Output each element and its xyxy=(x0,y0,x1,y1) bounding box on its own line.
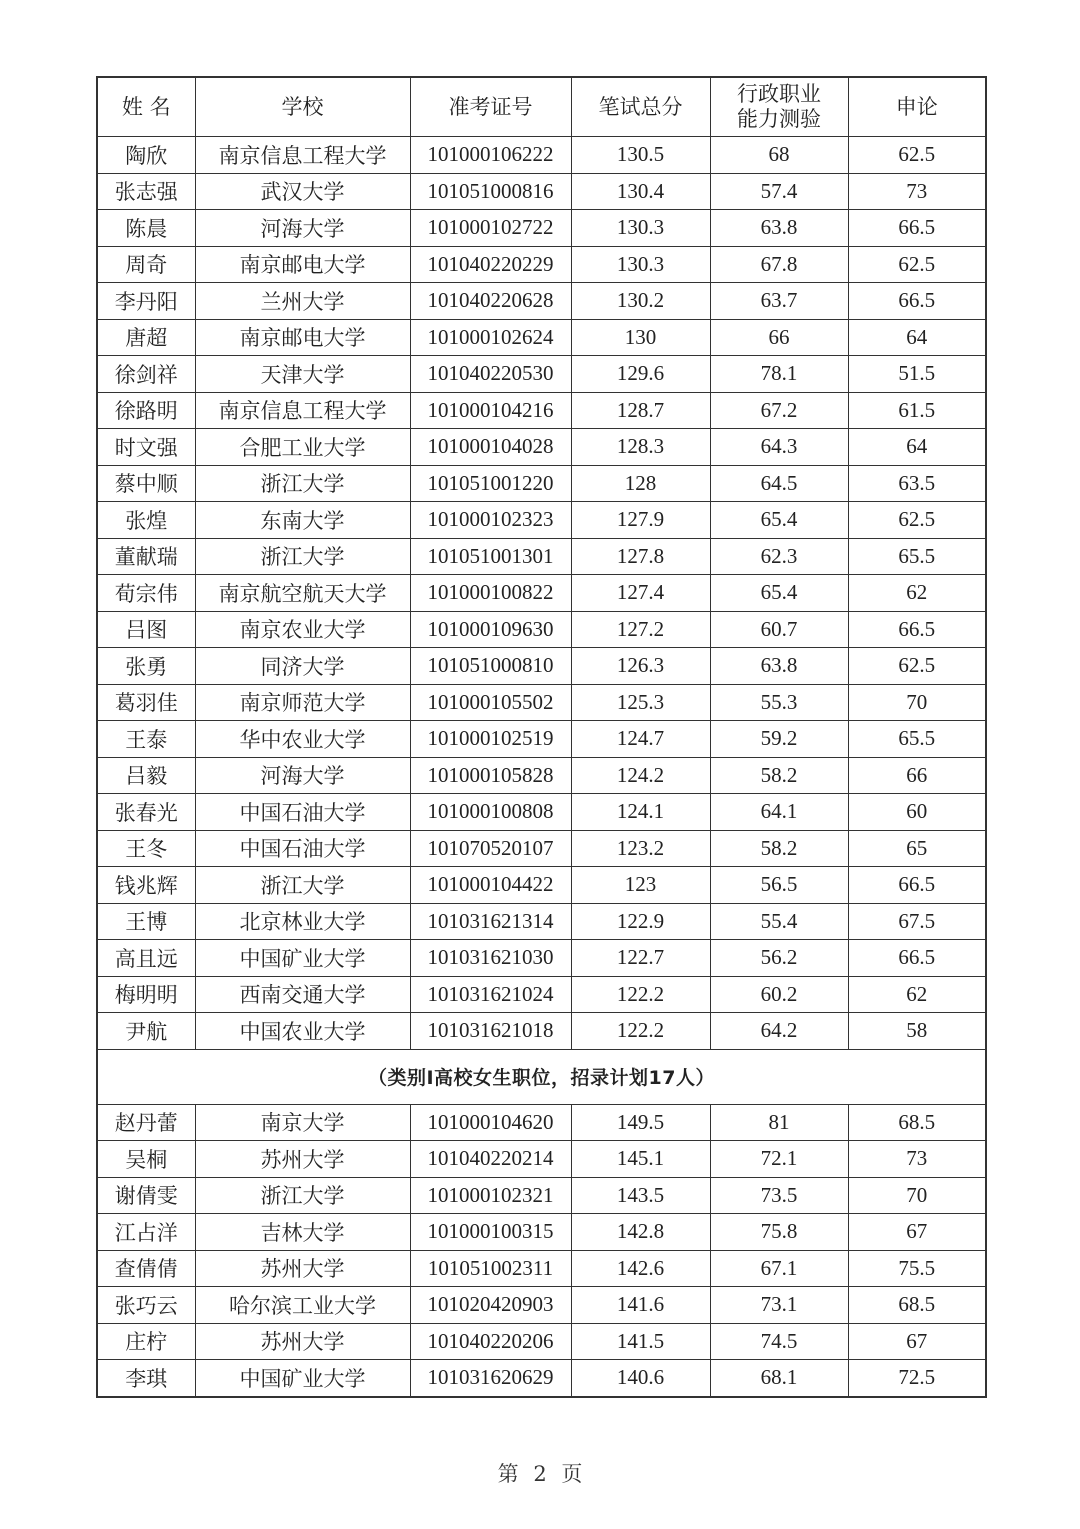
cell-name: 张巧云 xyxy=(97,1287,195,1324)
cell-written-total: 127.4 xyxy=(571,575,710,612)
table-row xyxy=(97,940,986,977)
cell-school: 南京大学 xyxy=(195,1104,410,1141)
cell-written-total: 142.6 xyxy=(571,1250,710,1287)
cell-written-total: 127.8 xyxy=(571,538,710,575)
table-row xyxy=(97,976,986,1013)
cell-admin-aptitude: 60.7 xyxy=(710,611,848,648)
cell-school: 中国石油大学 xyxy=(195,794,410,831)
cell-name: 葛羽佳 xyxy=(97,684,195,721)
cell-written-total: 130.3 xyxy=(571,246,710,283)
cell-essay: 70 xyxy=(848,684,986,721)
cell-written-total: 128 xyxy=(571,465,710,502)
cell-exam-id: 101031621030 xyxy=(410,940,571,977)
cell-essay: 61.5 xyxy=(848,392,986,429)
cell-admin-aptitude: 68.1 xyxy=(710,1360,848,1397)
cell-name: 谢倩雯 xyxy=(97,1177,195,1214)
cell-school: 东南大学 xyxy=(195,502,410,539)
cell-essay: 66 xyxy=(848,757,986,794)
cell-admin-aptitude: 81 xyxy=(710,1104,848,1141)
cell-school: 浙江大学 xyxy=(195,538,410,575)
table-row xyxy=(97,392,986,429)
cell-written-total: 140.6 xyxy=(571,1360,710,1397)
cell-admin-aptitude: 65.4 xyxy=(710,575,848,612)
cell-exam-id: 101051001220 xyxy=(410,465,571,502)
cell-written-total: 141.6 xyxy=(571,1287,710,1324)
cell-school: 苏州大学 xyxy=(195,1323,410,1360)
cell-essay: 73 xyxy=(848,173,986,210)
cell-essay: 73 xyxy=(848,1141,986,1178)
cell-name: 陈晨 xyxy=(97,210,195,247)
cell-essay: 65 xyxy=(848,830,986,867)
table-row xyxy=(97,137,986,174)
section-title: （类别I高校女生职位，招录计划17人） xyxy=(97,1049,986,1104)
cell-essay: 64 xyxy=(848,319,986,356)
cell-exam-id: 101051000816 xyxy=(410,173,571,210)
cell-exam-id: 101000102722 xyxy=(410,210,571,247)
cell-essay: 75.5 xyxy=(848,1250,986,1287)
cell-essay: 72.5 xyxy=(848,1360,986,1397)
cell-name: 庄柠 xyxy=(97,1323,195,1360)
cell-exam-id: 101000102323 xyxy=(410,502,571,539)
cell-exam-id: 101000105502 xyxy=(410,684,571,721)
cell-name: 张煌 xyxy=(97,502,195,539)
cell-essay: 60 xyxy=(848,794,986,831)
cell-exam-id: 101000104216 xyxy=(410,392,571,429)
cell-name: 张春光 xyxy=(97,794,195,831)
cell-exam-id: 101031621024 xyxy=(410,976,571,1013)
cell-essay: 66.5 xyxy=(848,940,986,977)
table-row xyxy=(97,757,986,794)
cell-school: 河海大学 xyxy=(195,757,410,794)
cell-written-total: 130.5 xyxy=(571,137,710,174)
cell-name: 周奇 xyxy=(97,246,195,283)
cell-exam-id: 101000100315 xyxy=(410,1214,571,1251)
table-row xyxy=(97,173,986,210)
table-row xyxy=(97,648,986,685)
header-exam-id: 准考证号 xyxy=(410,77,571,137)
cell-written-total: 123.2 xyxy=(571,830,710,867)
cell-exam-id: 101000104620 xyxy=(410,1104,571,1141)
cell-school: 哈尔滨工业大学 xyxy=(195,1287,410,1324)
cell-essay: 65.5 xyxy=(848,721,986,758)
cell-admin-aptitude: 64.2 xyxy=(710,1013,848,1050)
cell-name: 张志强 xyxy=(97,173,195,210)
cell-written-total: 130.3 xyxy=(571,210,710,247)
cell-admin-aptitude: 62.3 xyxy=(710,538,848,575)
cell-name: 徐路明 xyxy=(97,392,195,429)
cell-essay: 64 xyxy=(848,429,986,466)
cell-admin-aptitude: 56.2 xyxy=(710,940,848,977)
cell-essay: 62.5 xyxy=(848,137,986,174)
cell-essay: 62.5 xyxy=(848,648,986,685)
table-row xyxy=(97,1141,986,1178)
cell-essay: 70 xyxy=(848,1177,986,1214)
page-footer-prefix: 第 xyxy=(497,1462,519,1486)
table-row xyxy=(97,283,986,320)
cell-exam-id: 101031621314 xyxy=(410,903,571,940)
cell-exam-id: 101051000810 xyxy=(410,648,571,685)
cell-written-total: 128.7 xyxy=(571,392,710,429)
cell-name: 江占洋 xyxy=(97,1214,195,1251)
cell-admin-aptitude: 65.4 xyxy=(710,502,848,539)
table-row xyxy=(97,1013,986,1050)
cell-admin-aptitude: 74.5 xyxy=(710,1323,848,1360)
table-body xyxy=(97,137,986,1397)
cell-school: 兰州大学 xyxy=(195,283,410,320)
cell-written-total: 130 xyxy=(571,319,710,356)
cell-admin-aptitude: 68 xyxy=(710,137,848,174)
cell-exam-id: 101040220628 xyxy=(410,283,571,320)
cell-written-total: 149.5 xyxy=(571,1104,710,1141)
cell-written-total: 128.3 xyxy=(571,429,710,466)
cell-essay: 66.5 xyxy=(848,867,986,904)
table-row xyxy=(97,903,986,940)
cell-essay: 68.5 xyxy=(848,1287,986,1324)
cell-written-total: 123 xyxy=(571,867,710,904)
table-row xyxy=(97,1287,986,1324)
table-row xyxy=(97,356,986,393)
cell-exam-id: 101000100808 xyxy=(410,794,571,831)
table-row xyxy=(97,794,986,831)
cell-essay: 63.5 xyxy=(848,465,986,502)
cell-exam-id: 101070520107 xyxy=(410,830,571,867)
table-row xyxy=(97,1214,986,1251)
header-admin-aptitude: 行政职业能力测验 xyxy=(710,77,848,137)
cell-written-total: 126.3 xyxy=(571,648,710,685)
cell-name: 吕毅 xyxy=(97,757,195,794)
cell-school: 中国矿业大学 xyxy=(195,940,410,977)
cell-school: 苏州大学 xyxy=(195,1141,410,1178)
cell-admin-aptitude: 67.2 xyxy=(710,392,848,429)
cell-written-total: 129.6 xyxy=(571,356,710,393)
table-row xyxy=(97,1360,986,1397)
cell-name: 王博 xyxy=(97,903,195,940)
cell-admin-aptitude: 75.8 xyxy=(710,1214,848,1251)
cell-school: 南京邮电大学 xyxy=(195,319,410,356)
cell-name: 陶欣 xyxy=(97,137,195,174)
table-row xyxy=(97,429,986,466)
cell-admin-aptitude: 58.2 xyxy=(710,830,848,867)
cell-essay: 67 xyxy=(848,1323,986,1360)
cell-admin-aptitude: 60.2 xyxy=(710,976,848,1013)
cell-school: 南京师范大学 xyxy=(195,684,410,721)
cell-name: 李琪 xyxy=(97,1360,195,1397)
cell-essay: 67.5 xyxy=(848,903,986,940)
cell-name: 王冬 xyxy=(97,830,195,867)
cell-exam-id: 101000109630 xyxy=(410,611,571,648)
cell-written-total: 122.2 xyxy=(571,1013,710,1050)
cell-admin-aptitude: 64.1 xyxy=(710,794,848,831)
cell-admin-aptitude: 57.4 xyxy=(710,173,848,210)
cell-written-total: 124.7 xyxy=(571,721,710,758)
cell-name: 王泰 xyxy=(97,721,195,758)
cell-school: 吉林大学 xyxy=(195,1214,410,1251)
table-row xyxy=(97,1323,986,1360)
cell-name: 钱兆辉 xyxy=(97,867,195,904)
cell-name: 高且远 xyxy=(97,940,195,977)
cell-school: 中国农业大学 xyxy=(195,1013,410,1050)
cell-name: 尹航 xyxy=(97,1013,195,1050)
cell-exam-id: 101051001301 xyxy=(410,538,571,575)
header-essay: 申论 xyxy=(848,77,986,137)
cell-written-total: 141.5 xyxy=(571,1323,710,1360)
cell-exam-id: 101031621018 xyxy=(410,1013,571,1050)
cell-admin-aptitude: 58.2 xyxy=(710,757,848,794)
cell-school: 武汉大学 xyxy=(195,173,410,210)
cell-exam-id: 101000102624 xyxy=(410,319,571,356)
table-row xyxy=(97,867,986,904)
cell-school: 南京信息工程大学 xyxy=(195,392,410,429)
cell-admin-aptitude: 66 xyxy=(710,319,848,356)
cell-name: 蔡中顺 xyxy=(97,465,195,502)
cell-exam-id: 101000102321 xyxy=(410,1177,571,1214)
table-row xyxy=(97,246,986,283)
cell-admin-aptitude: 73.5 xyxy=(710,1177,848,1214)
cell-essay: 66.5 xyxy=(848,283,986,320)
cell-name: 董献瑞 xyxy=(97,538,195,575)
cell-exam-id: 101020420903 xyxy=(410,1287,571,1324)
cell-essay: 62 xyxy=(848,976,986,1013)
cell-school: 浙江大学 xyxy=(195,867,410,904)
cell-admin-aptitude: 63.7 xyxy=(710,283,848,320)
cell-school: 中国矿业大学 xyxy=(195,1360,410,1397)
cell-admin-aptitude: 73.1 xyxy=(710,1287,848,1324)
table-row xyxy=(97,1177,986,1214)
table-row xyxy=(97,502,986,539)
cell-school: 苏州大学 xyxy=(195,1250,410,1287)
cell-name: 梅明明 xyxy=(97,976,195,1013)
cell-essay: 68.5 xyxy=(848,1104,986,1141)
table-row xyxy=(97,611,986,648)
table-row xyxy=(97,684,986,721)
cell-exam-id: 101031620629 xyxy=(410,1360,571,1397)
cell-name: 时文强 xyxy=(97,429,195,466)
table-row xyxy=(97,465,986,502)
cell-written-total: 130.4 xyxy=(571,173,710,210)
page-number: 2 xyxy=(533,1462,547,1486)
cell-essay: 67 xyxy=(848,1214,986,1251)
table-row xyxy=(97,210,986,247)
cell-admin-aptitude: 78.1 xyxy=(710,356,848,393)
cell-admin-aptitude: 56.5 xyxy=(710,867,848,904)
table-row xyxy=(97,1104,986,1141)
cell-essay: 58 xyxy=(848,1013,986,1050)
cell-exam-id: 101040220530 xyxy=(410,356,571,393)
table-row xyxy=(97,721,986,758)
table-row xyxy=(97,830,986,867)
cell-name: 张勇 xyxy=(97,648,195,685)
cell-admin-aptitude: 67.1 xyxy=(710,1250,848,1287)
table-row xyxy=(97,575,986,612)
cell-school: 浙江大学 xyxy=(195,465,410,502)
cell-exam-id: 101000100822 xyxy=(410,575,571,612)
cell-exam-id: 101051002311 xyxy=(410,1250,571,1287)
cell-school: 北京林业大学 xyxy=(195,903,410,940)
header-written-total: 笔试总分 xyxy=(571,77,710,137)
cell-school: 合肥工业大学 xyxy=(195,429,410,466)
page-footer-suffix: 页 xyxy=(561,1462,583,1486)
cell-written-total: 124.1 xyxy=(571,794,710,831)
cell-school: 南京航空航天大学 xyxy=(195,575,410,612)
cell-admin-aptitude: 63.8 xyxy=(710,648,848,685)
cell-exam-id: 101040220206 xyxy=(410,1323,571,1360)
cell-written-total: 142.8 xyxy=(571,1214,710,1251)
table-row xyxy=(97,1250,986,1287)
score-table xyxy=(96,76,987,1398)
cell-name: 徐剑祥 xyxy=(97,356,195,393)
cell-admin-aptitude: 59.2 xyxy=(710,721,848,758)
cell-written-total: 122.9 xyxy=(571,903,710,940)
cell-essay: 62.5 xyxy=(848,502,986,539)
cell-exam-id: 101040220229 xyxy=(410,246,571,283)
cell-admin-aptitude: 64.5 xyxy=(710,465,848,502)
cell-written-total: 145.1 xyxy=(571,1141,710,1178)
cell-written-total: 127.9 xyxy=(571,502,710,539)
cell-name: 荀宗伟 xyxy=(97,575,195,612)
cell-admin-aptitude: 55.3 xyxy=(710,684,848,721)
cell-written-total: 125.3 xyxy=(571,684,710,721)
cell-name: 吴桐 xyxy=(97,1141,195,1178)
cell-admin-aptitude: 55.4 xyxy=(710,903,848,940)
cell-essay: 65.5 xyxy=(848,538,986,575)
cell-school: 河海大学 xyxy=(195,210,410,247)
cell-exam-id: 101000106222 xyxy=(410,137,571,174)
cell-school: 同济大学 xyxy=(195,648,410,685)
header-name: 姓 名 xyxy=(97,77,195,137)
cell-exam-id: 101000102519 xyxy=(410,721,571,758)
cell-admin-aptitude: 63.8 xyxy=(710,210,848,247)
cell-essay: 66.5 xyxy=(848,611,986,648)
cell-essay: 62.5 xyxy=(848,246,986,283)
cell-written-total: 130.2 xyxy=(571,283,710,320)
cell-school: 中国石油大学 xyxy=(195,830,410,867)
table-row xyxy=(97,538,986,575)
cell-name: 赵丹蕾 xyxy=(97,1104,195,1141)
cell-written-total: 127.2 xyxy=(571,611,710,648)
header-school: 学校 xyxy=(195,77,410,137)
cell-school: 南京信息工程大学 xyxy=(195,137,410,174)
cell-name: 吕图 xyxy=(97,611,195,648)
cell-school: 华中农业大学 xyxy=(195,721,410,758)
cell-essay: 62 xyxy=(848,575,986,612)
page-footer xyxy=(0,1458,1080,1488)
cell-exam-id: 101000105828 xyxy=(410,757,571,794)
cell-name: 查倩倩 xyxy=(97,1250,195,1287)
cell-written-total: 122.2 xyxy=(571,976,710,1013)
cell-admin-aptitude: 64.3 xyxy=(710,429,848,466)
cell-exam-id: 101040220214 xyxy=(410,1141,571,1178)
cell-school: 西南交通大学 xyxy=(195,976,410,1013)
cell-exam-id: 101000104422 xyxy=(410,867,571,904)
cell-exam-id: 101000104028 xyxy=(410,429,571,466)
section-row xyxy=(97,1049,986,1104)
cell-admin-aptitude: 72.1 xyxy=(710,1141,848,1178)
cell-school: 天津大学 xyxy=(195,356,410,393)
table-header-row xyxy=(97,77,986,137)
cell-school: 南京邮电大学 xyxy=(195,246,410,283)
cell-school: 南京农业大学 xyxy=(195,611,410,648)
cell-name: 唐超 xyxy=(97,319,195,356)
cell-school: 浙江大学 xyxy=(195,1177,410,1214)
cell-written-total: 143.5 xyxy=(571,1177,710,1214)
cell-essay: 51.5 xyxy=(848,356,986,393)
cell-written-total: 124.2 xyxy=(571,757,710,794)
cell-admin-aptitude: 67.8 xyxy=(710,246,848,283)
table-row xyxy=(97,319,986,356)
cell-name: 李丹阳 xyxy=(97,283,195,320)
cell-written-total: 122.7 xyxy=(571,940,710,977)
cell-essay: 66.5 xyxy=(848,210,986,247)
